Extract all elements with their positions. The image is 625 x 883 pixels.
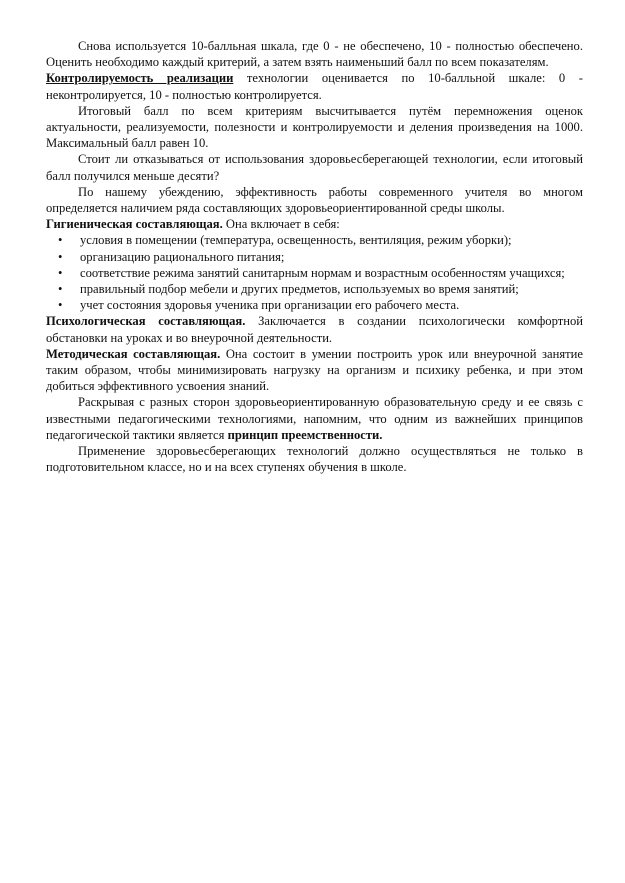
hygienic-list: [46, 232, 583, 313]
bullet-icon: •: [58, 282, 63, 297]
paragraph-psychological: [46, 313, 583, 345]
paragraph-methodical: [46, 346, 583, 395]
bullet-icon: •: [58, 233, 63, 248]
list-item: [58, 265, 583, 281]
hygienic-heading: Гигиеническая составляющая.: [46, 217, 223, 232]
list-item: [58, 249, 583, 265]
list-item-text: правильный подбор мебели и других предметов, используемых во время занятий;: [80, 282, 519, 297]
hygienic-text: Она включает в себя:: [222, 217, 340, 232]
paragraph-application: Применение здоровьесберегающих технологий должно осуществляться не только в подготовительном классе, но и на всех ступенях обучения в школе.: [46, 444, 583, 475]
list-item: [58, 281, 583, 297]
list-item-text: условия в помещении (температура, освещенность, вентиляция, режим уборки);: [80, 233, 512, 248]
paragraph-controllability: [46, 70, 583, 102]
psychological-heading: Психологическая составляющая.: [46, 314, 246, 329]
methodical-text: Она состоит в умении построить урок или внеурочной занятие таким образом, чтобы минимизировать нагрузку на организм и психику ребенка, и при этом добиться эффективного усвоения знаний.: [46, 346, 583, 394]
controllability-heading: Контролируемость реализации: [46, 71, 234, 86]
paragraph-question: Стоит ли отказываться от использования здоровьесберегающей технологии, если итоговый балл получился меньше десяти?: [46, 152, 583, 183]
bullet-icon: •: [58, 249, 63, 264]
document-page: [46, 38, 583, 475]
list-item-text: соответствие режима занятий санитарным нормам и возрастным особенностям учащихся;: [80, 265, 565, 280]
paragraph-continuity: [46, 394, 583, 443]
controllability-text: технологии оценивается по 10-балльной шкале: 0 - неконтролируется, 10 - полностью контролируется.: [46, 71, 583, 102]
list-item-text: организацию рационального питания;: [80, 249, 285, 264]
continuity-principle: принцип преемственности.: [227, 427, 383, 442]
paragraph-final-score: Итоговый балл по всем критериям высчитывается путём перемножения оценок актуальности, реализуемости, полезности и контролируемости и деления произведения на 1000. Максимальный балл равен 10.: [46, 103, 583, 151]
list-item-text: учет состояния здоровья ученика при организации его рабочего места.: [80, 298, 460, 313]
list-item: [58, 232, 583, 248]
list-item: [58, 297, 583, 313]
methodical-heading: Методическая составляющая.: [46, 346, 221, 361]
paragraph-hygienic: [46, 216, 583, 232]
psychological-text: Заключается в создании психологически комфортной обстановки на уроках и во внеурочной деятельности.: [46, 314, 583, 345]
continuity-text: Раскрывая с разных сторон здоровьеориентированную образовательную среду и ее связь с известными педагогическими технологиями, напомним, что одним из важнейших принципов педагогической тактики является: [46, 395, 583, 442]
bullet-icon: •: [58, 298, 63, 313]
paragraph-scale-intro: Снова используется 10-балльная шкала, где 0 - не обеспечено, 10 - полностью обеспечено. Оценить необходимо каждый критерий, а затем взять наименьший балл по всем показателям.: [46, 39, 583, 70]
bullet-icon: •: [58, 265, 63, 280]
paragraph-teacher-effectiveness: По нашему убеждению, эффективность работы современного учителя во многом определяется наличием ряда составляющих здоровьеориентированной среды школы.: [46, 184, 583, 216]
